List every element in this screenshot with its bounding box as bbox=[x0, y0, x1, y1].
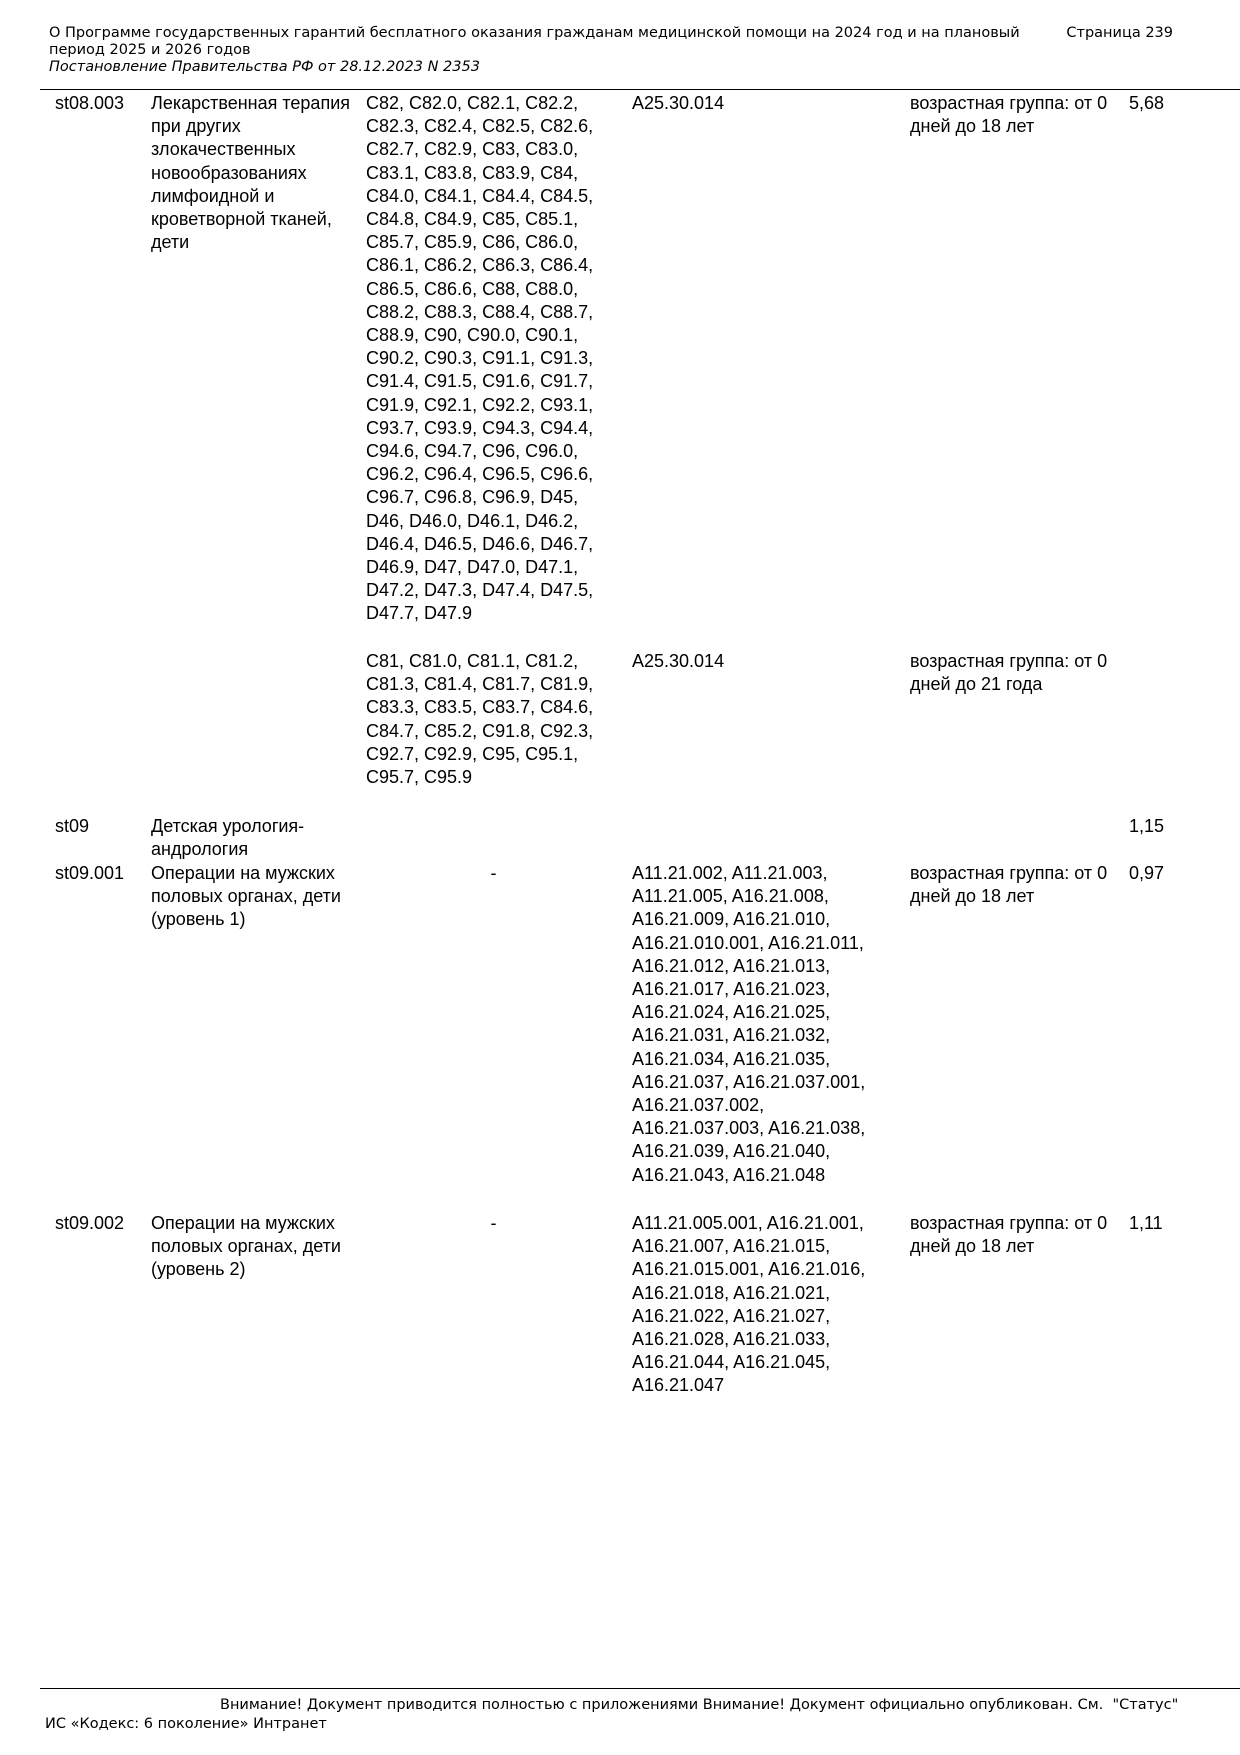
row-service-codes: A11.21.005.001, A16.21.001, A16.21.007, A16.21.015, A16.21.015.001, A16.21.016, A16.21.018, A16.21.021, A16.21.022, A16.21.027, A16.21.028, A16.21.033, A16.21.044, A16.21.045, A16.21.047 bbox=[632, 1213, 866, 1396]
footer-divider bbox=[40, 1688, 1240, 1689]
row-icd-codes: C82, C82.0, C82.1, C82.2, C82.3, C82.4, C82.5, C82.6, C82.7, C82.9, C83, C83.0, C83.1, C83.8, C83.9, C84, C84.0, C84.1, C84.4, C84.5, C84.8, C84.9, C85, C85.1, C85.7, C85.9, C86, C86.0, C86.1, C86.2, C86.3, C86.4, C86.5, C86.6, C88, C88.0, C88.2, C88.3, C88.4, C88.7, C88.9, C90, C90.0, C90.1, C90.2, C90.3, C91.1, C91.3, C91.4, C91.5, C91.6, C91.7, C91.9, C92.1, C92.2, C93.1, C93.7, C93.9, C94.3, C94.4, C94.6, C94.7, C96, C96.0, C96.2, C96.4, C96.5, C96.6, C96.7, C96.8, C96.9, D45, D46, D46.0, D46.1, D46.2, D46.4, D46.5, D46.6, D46.7, D46.9, D47, D47.0, D47.1, D47.2, D47.3, D47.4, D47.5, D47.7, D47.9 bbox=[366, 93, 594, 624]
document-title: О Программе государственных гарантий бесплатного оказания гражданам медицинской помощи на 2024 год и на плановый период 2025 и 2026 годов bbox=[49, 25, 1020, 58]
row-age-group: возрастная группа: от 0 дней до 18 лет bbox=[910, 93, 1108, 137]
system-label: ИС «Кодекс: 6 поколение» Интранет bbox=[45, 1716, 327, 1732]
row-coefficient: 5,68 bbox=[1129, 93, 1165, 113]
row-service-codes: A25.30.014 bbox=[632, 93, 725, 113]
publication-notice: Внимание! Документ приводится полностью с приложениями Внимание! Документ официально опубликован. См. "Статус" bbox=[220, 1697, 1179, 1713]
row-age-group: возрастная группа: от 0 дней до 21 года bbox=[910, 651, 1108, 695]
row-age-group: возрастная группа: от 0 дней до 18 лет bbox=[910, 863, 1108, 907]
row-name: Лекарственная терапия при других злокачественных новообразованиях лимфоидной и кроветворной тканей, дети bbox=[151, 93, 350, 253]
row-coefficient: 0,97 bbox=[1129, 863, 1165, 883]
row-service-codes: A25.30.014 bbox=[632, 651, 725, 671]
row-coefficient: 1,11 bbox=[1129, 1213, 1163, 1233]
row-code: st09.001 bbox=[55, 863, 125, 883]
row-code: st09.002 bbox=[55, 1213, 125, 1233]
row-icd-codes: C81, C81.0, C81.1, C81.2, C81.3, C81.4, C81.7, C81.9, C83.3, C83.5, C83.7, C84.6, C84.7, C85.2, C91.8, C92.3, C92.7, C92.9, C95, C95.1, C95.7, C95.9 bbox=[366, 651, 594, 788]
row-service-codes: A11.21.002, A11.21.003, A11.21.005, A16.21.008, A16.21.009, A16.21.010, A16.21.010.001, A16.21.011, A16.21.012, A16.21.013, A16.21.017, A16.21.023, A16.21.024, A16.21.025, A16.21.031, A16.21.032, A16.21.034, A16.21.035, A16.21.037, A16.21.037.001, A16.21.037.002, A16.21.037.003, A16.21.038, A16.21.039, A16.21.040, A16.21.043, A16.21.048 bbox=[632, 863, 866, 1185]
row-name: Операции на мужских половых органах, дети (уровень 2) bbox=[151, 1213, 341, 1280]
row-code: st09 bbox=[55, 816, 90, 836]
row-name: Операции на мужских половых органах, дети (уровень 1) bbox=[151, 863, 341, 930]
row-code: st08.003 bbox=[55, 93, 125, 113]
row-age-group: возрастная группа: от 0 дней до 18 лет bbox=[910, 1213, 1108, 1257]
page-number: Страница 239 bbox=[1066, 25, 1173, 41]
row-name: Детская урология-андрология bbox=[151, 816, 305, 860]
decree-reference: Постановление Правительства РФ от 28.12.2023 N 2353 bbox=[49, 59, 480, 75]
header-divider bbox=[40, 89, 1240, 90]
row-icd-codes: - bbox=[490, 863, 497, 883]
row-icd-codes: - bbox=[490, 1213, 497, 1233]
row-coefficient: 1,15 bbox=[1129, 816, 1165, 836]
